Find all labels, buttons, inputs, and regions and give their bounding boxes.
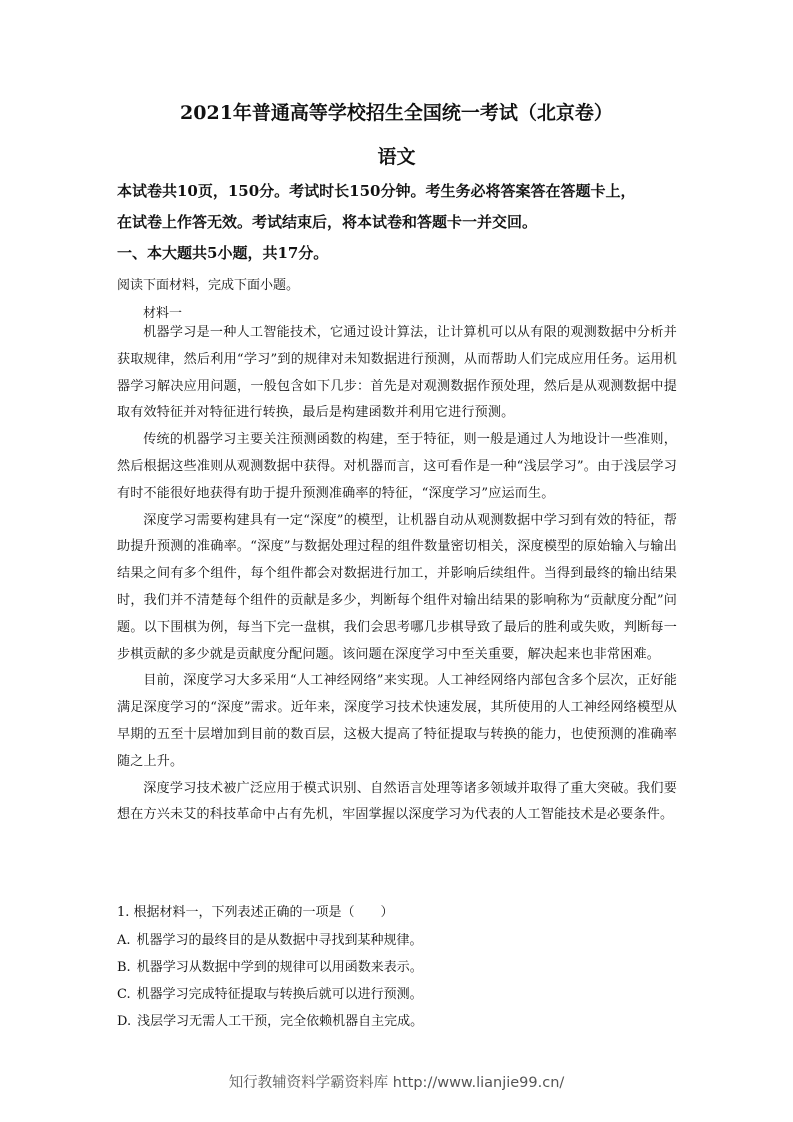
subject-title: 语文 bbox=[377, 146, 416, 168]
option-letter: A. bbox=[117, 933, 131, 948]
option-text: 浅层学习无需人工干预，完全依赖机器自主完成。 bbox=[137, 1014, 424, 1029]
option-a bbox=[117, 929, 423, 948]
option-text: 机器学习的最终目的是从数据中寻找到某种规律。 bbox=[136, 933, 423, 948]
material-paragraph: 目前，深度学习大多采用“人工神经网络”来实现。人工神经网络内部包含多个层次，正好能满足深度学习的“深度”需求。近年来，深度学习技术快速发展，其所使用的人工神经网络模型从早期的五至十层增加到目前的数百层，这极大提高了特征提取与转换的能力，也使预测的准确率随之上升。 bbox=[117, 673, 677, 769]
material-paragraph: 机器学习是一种人工智能技术，它通过设计算法，让计算机可以从有限的观测数据中分析并获取规律，然后利用“学习”到的规律对未知数据进行预测，从而帮助人们完成应用任务。运用机器学习解决应用问题，一般包含如下几步：首先是对观测数据作预处理，然后是从观测数据中提取有效特征并对特征进行转换，最后是构建函数并利用它进行预测。 bbox=[117, 325, 677, 421]
material-body bbox=[117, 320, 677, 829]
option-text: 机器学习完成特征提取与转换后就可以进行预测。 bbox=[136, 987, 423, 1002]
option-d bbox=[117, 1010, 423, 1029]
material-label: 材料一 bbox=[143, 306, 183, 321]
option-letter: B. bbox=[117, 960, 131, 975]
material-paragraph: 深度学习技术被广泛应用于模式识别、自然语言处理等诸多领域并取得了重大突破。我们要想在方兴未艾的科技革命中占有先机，牢固掌握以深度学习为代表的人工智能技术是必要条件。 bbox=[117, 780, 677, 823]
option-text: 机器学习从数据中学到的规律可以用函数来表示。 bbox=[136, 960, 423, 975]
section-heading: 一、本大题共5小题，共17分。 bbox=[117, 244, 329, 262]
instructions-line-2: 在试卷上作答无效。考试结束后，将本试卷和答题卡一并交回。 bbox=[117, 213, 538, 231]
instructions-line-1: 本试卷共10页，150分。考试时长150分钟。考生务必将答案答在答题卡上， bbox=[117, 182, 636, 200]
material-paragraph: 深度学习需要构建具有一定“深度”的模型，让机器自动从观测数据中学习到有效的特征，帮助提升预测的准确率。“深度”与数据处理过程的组件数量密切相关，深度模型的原始输入与输出结果之间有多个组件，每个组件都会对数据进行加工，并影响后续组件。当得到最终的输出结果时，我们并不清楚每个组件的贡献是多少，判断每个组件对输出结果的影响称为“贡献度分配”问题。以下围棋为例，每当下完一盘棋，我们会思考哪几步棋导致了最后的胜利或失败，判断每一步棋贡献的多少就是贡献度分配问题。该问题在深度学习中至关重要，解决起来也非常困难。 bbox=[117, 512, 677, 662]
exam-title: 2021年普通高等学校招生全国统一考试（北京卷） bbox=[180, 102, 613, 124]
option-b bbox=[117, 956, 423, 975]
material-paragraph: 传统的机器学习主要关注预测函数的构建，至于特征，则一般是通过人为地设计一些准则，然后根据这些准则从观测数据中获得。对机器而言，这可看作是一种“浅层学习”。由于浅层学习有时不能很好地获得有助于提升预测准确率的特征，“深度学习”应运而生。 bbox=[117, 432, 677, 501]
question-1-stem: 1. 根据材料一，下列表述正确的一项是（ ） bbox=[117, 905, 394, 920]
option-c bbox=[117, 983, 423, 1002]
option-letter: D. bbox=[117, 1014, 132, 1029]
option-letter: C. bbox=[117, 987, 131, 1002]
footer-watermark: 知行教辅资料学霸资料库 http://www.lianjie99.cn/ bbox=[228, 1075, 565, 1091]
reading-intro: 阅读下面材料，完成下面小题。 bbox=[117, 278, 300, 293]
